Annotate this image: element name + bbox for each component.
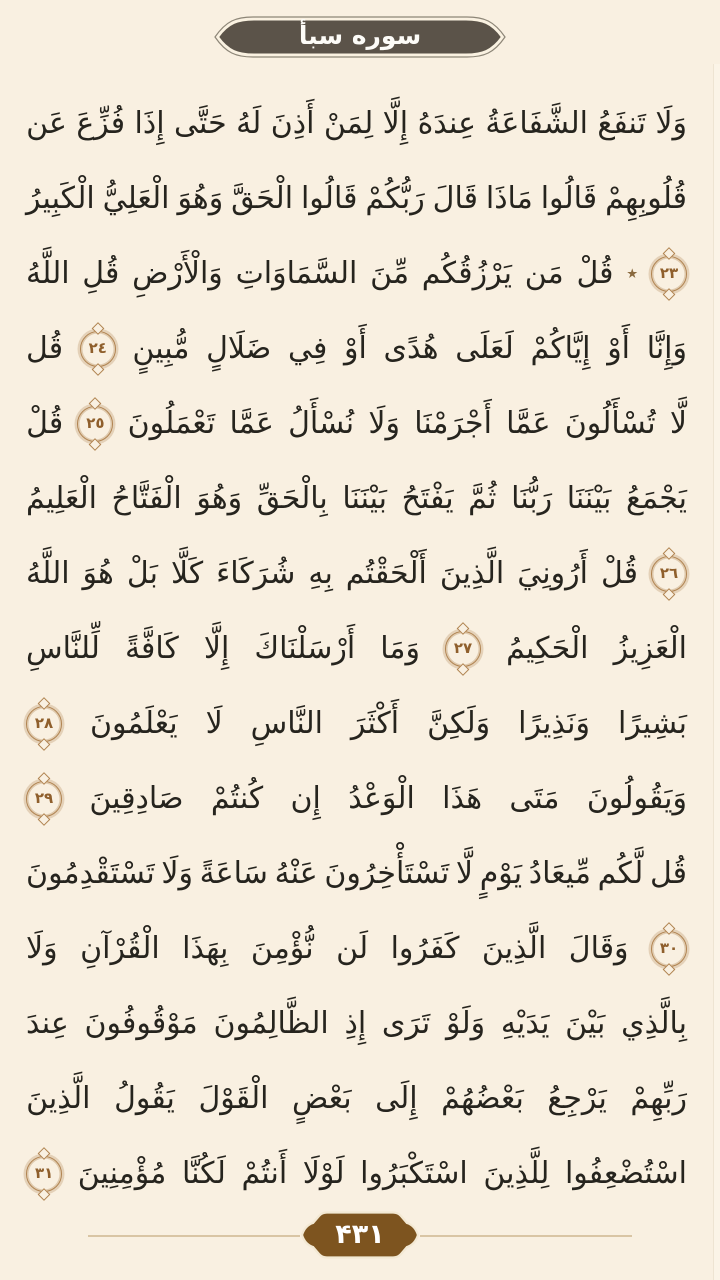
- quran-line[interactable]: [0, 986, 713, 1061]
- page-footer: [0, 1200, 720, 1280]
- quran-word: مُّبِينٍ: [132, 331, 190, 366]
- quran-word: مُؤْمِنِينَ: [77, 1156, 167, 1191]
- quran-line[interactable]: [0, 1061, 713, 1136]
- rub-el-hizb-icon: ٭: [626, 260, 639, 286]
- quran-word: وَلَا: [368, 406, 400, 441]
- quran-word: الَّذِينَ: [439, 556, 505, 591]
- quran-word: وَقَالَ: [568, 931, 629, 966]
- quran-word: قَالُوا: [300, 181, 358, 216]
- quran-word: كَفَرُوا: [390, 931, 460, 966]
- quran-word: صَادِقِينَ: [89, 781, 184, 816]
- quran-word: الْوَعْدُ: [348, 781, 415, 816]
- quran-word: يَدَيْهِ: [500, 1006, 550, 1041]
- quran-word: نُسْأَلُ: [288, 406, 355, 441]
- quran-word: الَّذِينَ: [26, 1081, 91, 1116]
- quran-word: بَيْنَنَا: [566, 481, 612, 516]
- quran-word: بَيْنَ: [565, 1006, 606, 1041]
- quran-word: نُّؤْمِنَ: [250, 931, 314, 966]
- quran-word: قُلُوبِهِمْ: [605, 181, 687, 216]
- quran-word: أَلْحَقْتُم: [345, 556, 427, 591]
- quran-word: مَوْقُوفُونَ: [84, 1006, 198, 1041]
- quran-word: إِلَى: [375, 1081, 418, 1116]
- quran-word: مَن: [524, 256, 564, 291]
- quran-line[interactable]: [0, 236, 713, 311]
- quran-word: مِّنَ: [370, 256, 410, 291]
- quran-word: يَفْتَحُ: [401, 481, 454, 516]
- footer-rule-right: [420, 1235, 632, 1237]
- quran-word: إِن: [290, 781, 321, 816]
- quran-word: قَالُوا: [540, 181, 598, 216]
- quran-word: لَن: [336, 931, 369, 966]
- quran-word: الْعَزِيزُ: [613, 631, 687, 666]
- quran-word: أَوْ: [607, 331, 631, 366]
- quran-line[interactable]: [0, 311, 713, 386]
- quran-word: اللَّهُ: [26, 256, 70, 291]
- quran-word: يَوْمٍ: [479, 856, 523, 891]
- quran-word: إِذِ: [344, 1006, 367, 1041]
- quran-word: الشَّفَاعَةُ: [485, 106, 588, 141]
- quran-word: عَن: [26, 106, 67, 141]
- quran-word: الْعَلِيُّ: [102, 181, 170, 216]
- quran-word: أَجْرَمْنَا: [414, 406, 492, 441]
- quran-word: لَّا: [669, 406, 687, 441]
- ayah-number-marker: ٢٨: [26, 706, 62, 742]
- quran-word: رَبُّكُمْ: [365, 181, 425, 216]
- quran-word: رَبِّهِمْ: [630, 1081, 687, 1116]
- surah-title: سوره سبأ: [298, 21, 422, 50]
- quran-word: لَّا: [455, 856, 474, 891]
- quran-word: بِهِ: [308, 556, 333, 591]
- footer-rule-left: [88, 1235, 300, 1237]
- quran-word: كُنتُمْ: [210, 781, 264, 816]
- quran-line[interactable]: [0, 761, 713, 836]
- quran-word: مَاذَا: [485, 181, 533, 216]
- ayah-number-marker: ٢٩: [26, 781, 62, 817]
- quran-word: يَرْجِعُ: [547, 1081, 607, 1116]
- quran-word: اسْتَكْبَرُوا: [360, 1156, 468, 1191]
- quran-word: قُلْ: [576, 256, 614, 291]
- quran-line[interactable]: [0, 836, 713, 911]
- ayah-number-marker: ٢٤: [80, 331, 116, 367]
- quran-word: ضَلَالٍ: [206, 331, 272, 366]
- quran-word: إِيَّاكُمْ: [530, 331, 591, 366]
- quran-word: وَمَا: [380, 631, 420, 666]
- ayah-number-marker: ٢٧: [445, 631, 481, 667]
- quran-word: بَعْضٍ: [291, 1081, 352, 1116]
- quran-word: اللَّهُ: [26, 556, 70, 591]
- quran-word: الْحَكِيمُ: [506, 631, 589, 666]
- quran-word: قَالَ: [432, 181, 478, 216]
- quran-word: لِلَّذِينَ: [483, 1156, 550, 1191]
- quran-line[interactable]: [0, 86, 713, 161]
- surah-banner: [214, 13, 506, 61]
- quran-word: هُدًى: [383, 331, 439, 366]
- quran-word: بَشِيرًا: [617, 706, 687, 741]
- quran-word: يَجْمَعُ: [625, 481, 687, 516]
- quran-word: لِمَنْ: [323, 106, 374, 141]
- quran-word: ثُمَّ: [468, 481, 497, 516]
- quran-word: وَلَوْ: [446, 1006, 486, 1041]
- quran-word: بِهَذَا: [182, 931, 229, 966]
- quran-word: قُلِ: [82, 256, 120, 291]
- quran-word: الْقُرْآنِ: [80, 931, 160, 966]
- quran-word: تُسْأَلُونَ: [564, 406, 656, 441]
- quran-word: شُرَكَاءَ: [216, 556, 296, 591]
- quran-word: وَلَكِنَّ: [427, 706, 491, 741]
- quran-word: النَّاسِ: [250, 706, 323, 741]
- quran-word: أَنتُمْ: [241, 1156, 288, 1191]
- quran-word: مَتَى: [509, 781, 560, 816]
- quran-word: إِلَّا: [382, 106, 409, 141]
- ayah-number-marker: ٢٦: [651, 556, 687, 592]
- quran-word: أَرُونِيَ: [517, 556, 588, 591]
- quran-word: وَلَا: [26, 931, 58, 966]
- quran-word: لَوْلَا: [302, 1156, 345, 1191]
- quran-word: عَنْهُ: [274, 856, 318, 891]
- quran-word: الْعَلِيمُ: [26, 481, 97, 516]
- quran-word: عِندَ: [26, 1006, 69, 1041]
- quran-word: بِالْحَقِّ: [256, 481, 328, 516]
- ayah-number-marker: ٣٠: [651, 931, 687, 967]
- quran-line[interactable]: [0, 386, 713, 461]
- quran-line[interactable]: [0, 611, 713, 686]
- quran-line[interactable]: [0, 686, 713, 761]
- ayah-number-marker: ٣١: [26, 1156, 62, 1192]
- quran-word: كَافَّةً: [124, 631, 179, 666]
- quran-word: وَلَا: [161, 856, 193, 891]
- quran-word: وَيَقُولُونَ: [586, 781, 687, 816]
- quran-word: الْحَقَّ: [231, 181, 294, 216]
- quran-word: وَنَذِيرًا: [518, 706, 590, 741]
- quran-word: وَهُوَ: [177, 181, 224, 216]
- quran-word: وَالْأَرْضِ: [132, 256, 223, 291]
- quran-line[interactable]: [0, 911, 713, 986]
- quran-line[interactable]: [0, 536, 713, 611]
- quran-word: بَعْضُهُمْ: [441, 1081, 524, 1116]
- quran-word: تَنفَعُ: [597, 106, 646, 141]
- quran-word: أَكْثَرَ: [350, 706, 400, 741]
- quran-line[interactable]: [0, 461, 713, 536]
- quran-word: إِلَّا: [203, 631, 230, 666]
- quran-word: أَرْسَلْنَاكَ: [254, 631, 356, 666]
- quran-word: فُزِّعَ: [76, 106, 126, 141]
- quran-word: تَسْتَأْخِرُونَ: [324, 856, 450, 891]
- quran-word: عَمَّا: [506, 406, 551, 441]
- page-number: ۴۳۱: [335, 1218, 385, 1250]
- quran-word: الَّذِينَ: [481, 931, 547, 966]
- ayah-number-marker: ٢٣: [651, 256, 687, 292]
- quran-word: قُل: [26, 331, 64, 366]
- quran-word: مِّيعَادُ: [528, 856, 591, 891]
- quran-word: يَعْلَمُونَ: [89, 706, 178, 741]
- quran-word: تَرَى: [381, 1006, 431, 1041]
- quran-word: وَهُوَ: [196, 481, 243, 516]
- quran-word: لِّلنَّاسِ: [26, 631, 100, 666]
- quran-word: الْقَوْلَ: [198, 1081, 269, 1116]
- quran-word: عِندَهُ: [417, 106, 476, 141]
- quran-word: أَوْ: [343, 331, 367, 366]
- quran-line[interactable]: [0, 161, 713, 236]
- quran-word: يَقُولُ: [114, 1081, 175, 1116]
- quran-word: الظَّالِمُونَ: [213, 1006, 329, 1041]
- page-number-badge: [301, 1209, 419, 1261]
- quran-word: لَّكُم: [597, 856, 644, 891]
- quran-word: عَمَّا: [229, 406, 274, 441]
- quran-word: السَّمَاوَاتِ: [235, 256, 358, 291]
- quran-word: بَلْ: [126, 556, 158, 591]
- quran-word: رَبُّنَا: [511, 481, 553, 516]
- quran-word: لَكُنَّا: [181, 1156, 226, 1191]
- quran-word: بَيْنَنَا: [342, 481, 388, 516]
- quran-word: الْكَبِيرُ: [26, 181, 95, 216]
- quran-word: بِالَّذِي: [621, 1006, 687, 1041]
- quran-word: تَعْمَلُونَ: [127, 406, 216, 441]
- quran-word: لَعَلَى: [455, 331, 514, 366]
- quran-word: لَا: [205, 706, 223, 741]
- quran-word: الْفَتَّاحُ: [111, 481, 182, 516]
- quran-word: قُلْ: [26, 406, 64, 441]
- quran-word: وَإِنَّا: [646, 331, 687, 366]
- quran-word: اسْتُضْعِفُوا: [564, 1156, 687, 1191]
- quran-word: سَاعَةً: [199, 856, 268, 891]
- quran-word: يَرْزُقُكُم: [421, 256, 513, 291]
- quran-word: هَذَا: [442, 781, 483, 816]
- quran-word: كَلَّا: [170, 556, 204, 591]
- quran-word: قُل: [649, 856, 687, 891]
- quran-word: تَسْتَقْدِمُونَ: [26, 856, 155, 891]
- quran-word: لَهُ: [236, 106, 262, 141]
- quran-word: فِي: [287, 331, 328, 366]
- quran-word: حَتَّى: [174, 106, 227, 141]
- mushaf-text: [0, 86, 713, 1211]
- scrollbar-track[interactable]: [713, 64, 720, 1280]
- ayah-number-marker: ٢٥: [77, 406, 113, 442]
- quran-word: أَذِنَ: [270, 106, 315, 141]
- quran-word: وَلَا: [655, 106, 687, 141]
- quran-word: قُلْ: [600, 556, 638, 591]
- quran-word: هُوَ: [82, 556, 114, 591]
- quran-word: إِذَا: [134, 106, 165, 141]
